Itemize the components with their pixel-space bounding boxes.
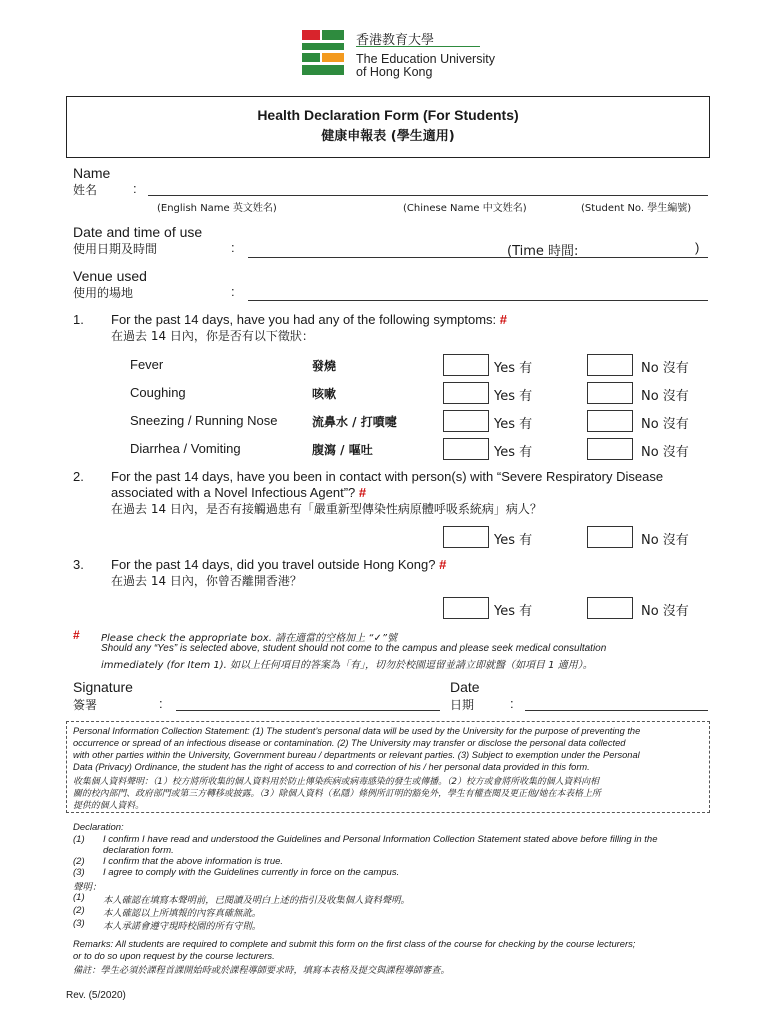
- q2-no-label: No 沒有: [641, 533, 689, 548]
- q3-no-label: No 沒有: [641, 604, 689, 619]
- q3-text-cn: 在過去 14 日內，你曾否離開香港？: [111, 574, 302, 588]
- q3-yes-checkbox[interactable]: [443, 597, 489, 619]
- declaration-title-en: Declaration:: [73, 822, 124, 833]
- yes-checkbox[interactable]: [443, 382, 489, 404]
- yes-label: Yes 有: [494, 389, 533, 404]
- declaration-title-cn: 聲明：: [73, 882, 102, 893]
- title-box: [66, 96, 710, 158]
- logo-name-en-1: The Education University: [356, 52, 495, 66]
- q2-yes-checkbox[interactable]: [443, 526, 489, 548]
- date-sign-label-cn: 日期: [450, 698, 475, 712]
- date-time-field[interactable]: [248, 257, 708, 258]
- declaration-cn-num: (3): [73, 918, 85, 929]
- signature-colon: :: [159, 696, 163, 711]
- note-hash-mark: #: [73, 628, 80, 642]
- pics-box: [66, 721, 710, 813]
- pics-line: 提供的個人資料。: [73, 801, 144, 811]
- yes-checkbox[interactable]: [443, 410, 489, 432]
- remarks-line-1: Remarks: All students are required to complete and submit this form on the first class of the course for checking by the course lecturers;: [73, 938, 636, 949]
- q3-no-checkbox[interactable]: [587, 597, 633, 619]
- q3-number: 3.: [73, 557, 84, 572]
- no-checkbox[interactable]: [587, 438, 633, 460]
- symptom-label-cn: 流鼻水 / 打噴嚏: [312, 415, 397, 429]
- yes-label: Yes 有: [494, 445, 533, 460]
- pics-line: Data (Privacy) Ordinance, the student has the right of access to and correction of his / her personal data provided in this form.: [73, 762, 590, 772]
- no-checkbox[interactable]: [587, 410, 633, 432]
- student-no-caption: (Student No. 學生編號): [581, 203, 692, 214]
- symptom-label-cn: 腹瀉 / 嘔吐: [312, 443, 373, 457]
- signature-field[interactable]: [176, 710, 440, 711]
- q3-text-en: For the past 14 days, did you travel outside Hong Kong? #: [111, 557, 447, 572]
- declaration-cn-num: (2): [73, 905, 85, 916]
- no-label: No 沒有: [641, 445, 689, 460]
- logo-mark-icon: [300, 28, 352, 78]
- name-field[interactable]: [148, 195, 708, 196]
- declaration-text: I confirm that the above information is true.: [103, 856, 284, 867]
- logo-name-cn: 香港教育大學: [356, 33, 435, 48]
- date-sign-colon: :: [510, 696, 514, 711]
- yes-checkbox[interactable]: [443, 438, 489, 460]
- symptom-label-en: Sneezing / Running Nose: [130, 413, 278, 428]
- no-label: No 沒有: [641, 361, 689, 376]
- declaration-cn-text: 本人承諾會遵守現時校園的所有守則。: [103, 921, 262, 932]
- q3-hash-mark: #: [439, 557, 447, 572]
- q1-hash-mark: #: [499, 312, 508, 327]
- date-label-en: Date and time of use: [73, 224, 203, 240]
- name-label-en: Name: [73, 165, 111, 181]
- q2-text-en-1: For the past 14 days, have you been in contact with person(s) with “Severe Respiratory Disease: [111, 469, 664, 484]
- date-label-cn: 使用日期及時間: [73, 242, 158, 256]
- q2-no-checkbox[interactable]: [587, 526, 633, 548]
- symptom-label-en: Coughing: [130, 385, 186, 400]
- note-line-2: Should any “Yes” is selected above, student should not come to the campus and please seek medical consultation: [101, 643, 607, 654]
- q1-text-en: For the past 14 days, have you had any of the following symptoms: #: [111, 312, 508, 327]
- pics-line: with other parties within the University, Government bureau / departments or relevant parties. (3) Subject to exemption under the Personal: [73, 750, 640, 760]
- date-sign-field[interactable]: [525, 710, 708, 711]
- chinese-name-caption: (Chinese Name 中文姓名): [403, 203, 527, 214]
- q2-hash-mark: #: [358, 485, 367, 500]
- time-label: (Time 時間:: [507, 244, 579, 259]
- venue-label-cn: 使用的場地: [73, 286, 134, 300]
- declaration-num: (1): [73, 834, 85, 845]
- pics-line: Personal Information Collection Statement: (1) The student’s personal data will be used by the University for the purpose of preventing the: [73, 726, 641, 736]
- symptom-label-cn: 咳嗽: [312, 387, 337, 401]
- name-colon: :: [133, 181, 137, 196]
- declaration-cn-text: 本人確認在填寫本聲明前，已閱讀及明白上述的指引及收集個人資料聲明。: [103, 895, 410, 906]
- q2-text-cn: 在過去 14 日內，是否有接觸過患有「嚴重新型傳染性病原體呼吸系統病」病人？: [111, 502, 542, 516]
- form-title-en: Health Declaration Form (For Students): [257, 107, 519, 123]
- q3-yes-label: Yes 有: [494, 604, 533, 619]
- remarks-line-3: 備註：學生必須於課程首課開始時或於課程導師要求時，填寫本表格及提交與課程導師審查。: [73, 965, 450, 976]
- signature-label-en: Signature: [73, 679, 133, 695]
- no-checkbox[interactable]: [587, 382, 633, 404]
- pics-line: occurrence or spread of an infectious disease or contamination. (2) The University may transfer or disclose the personal data collected: [73, 738, 626, 748]
- declaration-text: I confirm I have read and understood the Guidelines and Personal Information Collection Statement stated above before filling in the: [103, 834, 658, 845]
- pics-line: 關的校內部門、政府部門或第三方轉移或披露。（3）除個人資料（私隱）條例所訂明的豁免外，學生有權查閱及更正他/她在本表格上所: [73, 789, 601, 799]
- declaration-text: I agree to comply with the Guidelines currently in force on the campus.: [103, 867, 400, 878]
- logo-name-en-2: of Hong Kong: [356, 65, 433, 79]
- declaration-cn-num: (1): [73, 892, 85, 903]
- remarks-line-2: or to do so upon request by the course lecturers.: [73, 950, 275, 961]
- symptom-label-en: Diarrhea / Vomiting: [130, 441, 241, 456]
- yes-label: Yes 有: [494, 361, 533, 376]
- venue-label-en: Venue used: [73, 268, 147, 284]
- q2-text-en-2: associated with a Novel Infectious Agent”? #: [111, 485, 367, 500]
- date-colon: :: [231, 240, 235, 255]
- yes-label: Yes 有: [494, 417, 533, 432]
- form-title-cn: 健康申報表 (學生適用): [321, 129, 455, 144]
- pics-line: 收集個人資料聲明：（1）校方將所收集的個人資料用於防止傳染疾病或病毒感染的發生或傳播。（2）校方或會將所收集的個人資料向相: [73, 777, 600, 787]
- no-label: No 沒有: [641, 389, 689, 404]
- symptom-label-cn: 發燒: [312, 359, 337, 373]
- revision-label: Rev. (5/2020): [66, 990, 126, 1001]
- english-name-caption: (English Name 英文姓名): [157, 203, 277, 214]
- declaration-text: declaration form.: [103, 845, 174, 856]
- symptom-label-en: Fever: [130, 357, 164, 372]
- time-close-paren: ): [695, 240, 700, 255]
- no-label: No 沒有: [641, 417, 689, 432]
- q1-text-cn: 在過去 14 日內，你是否有以下徵狀：: [111, 329, 314, 343]
- venue-field[interactable]: [248, 300, 708, 301]
- date-sign-label-en: Date: [450, 679, 480, 695]
- q2-number: 2.: [73, 469, 84, 484]
- no-checkbox[interactable]: [587, 354, 633, 376]
- name-label-cn: 姓名: [73, 183, 98, 197]
- q1-number: 1.: [73, 312, 84, 327]
- declaration-num: (2): [73, 856, 85, 867]
- note-line-1: Please check the appropriate box. 請在適當的空格加上 “✓”號: [101, 633, 398, 644]
- declaration-num: (3): [73, 867, 85, 878]
- venue-colon: :: [231, 284, 235, 299]
- signature-label-cn: 簽署: [73, 698, 98, 712]
- q2-yes-label: Yes 有: [494, 533, 533, 548]
- yes-checkbox[interactable]: [443, 354, 489, 376]
- declaration-cn-text: 本人確認以上所填報的內容真確無訛。: [103, 908, 262, 919]
- note-line-3: immediately (for Item 1). 如以上任何項目的答案為「有」，切勿於校園逗留並請立即就醫（如項目 1 適用）。: [101, 660, 593, 671]
